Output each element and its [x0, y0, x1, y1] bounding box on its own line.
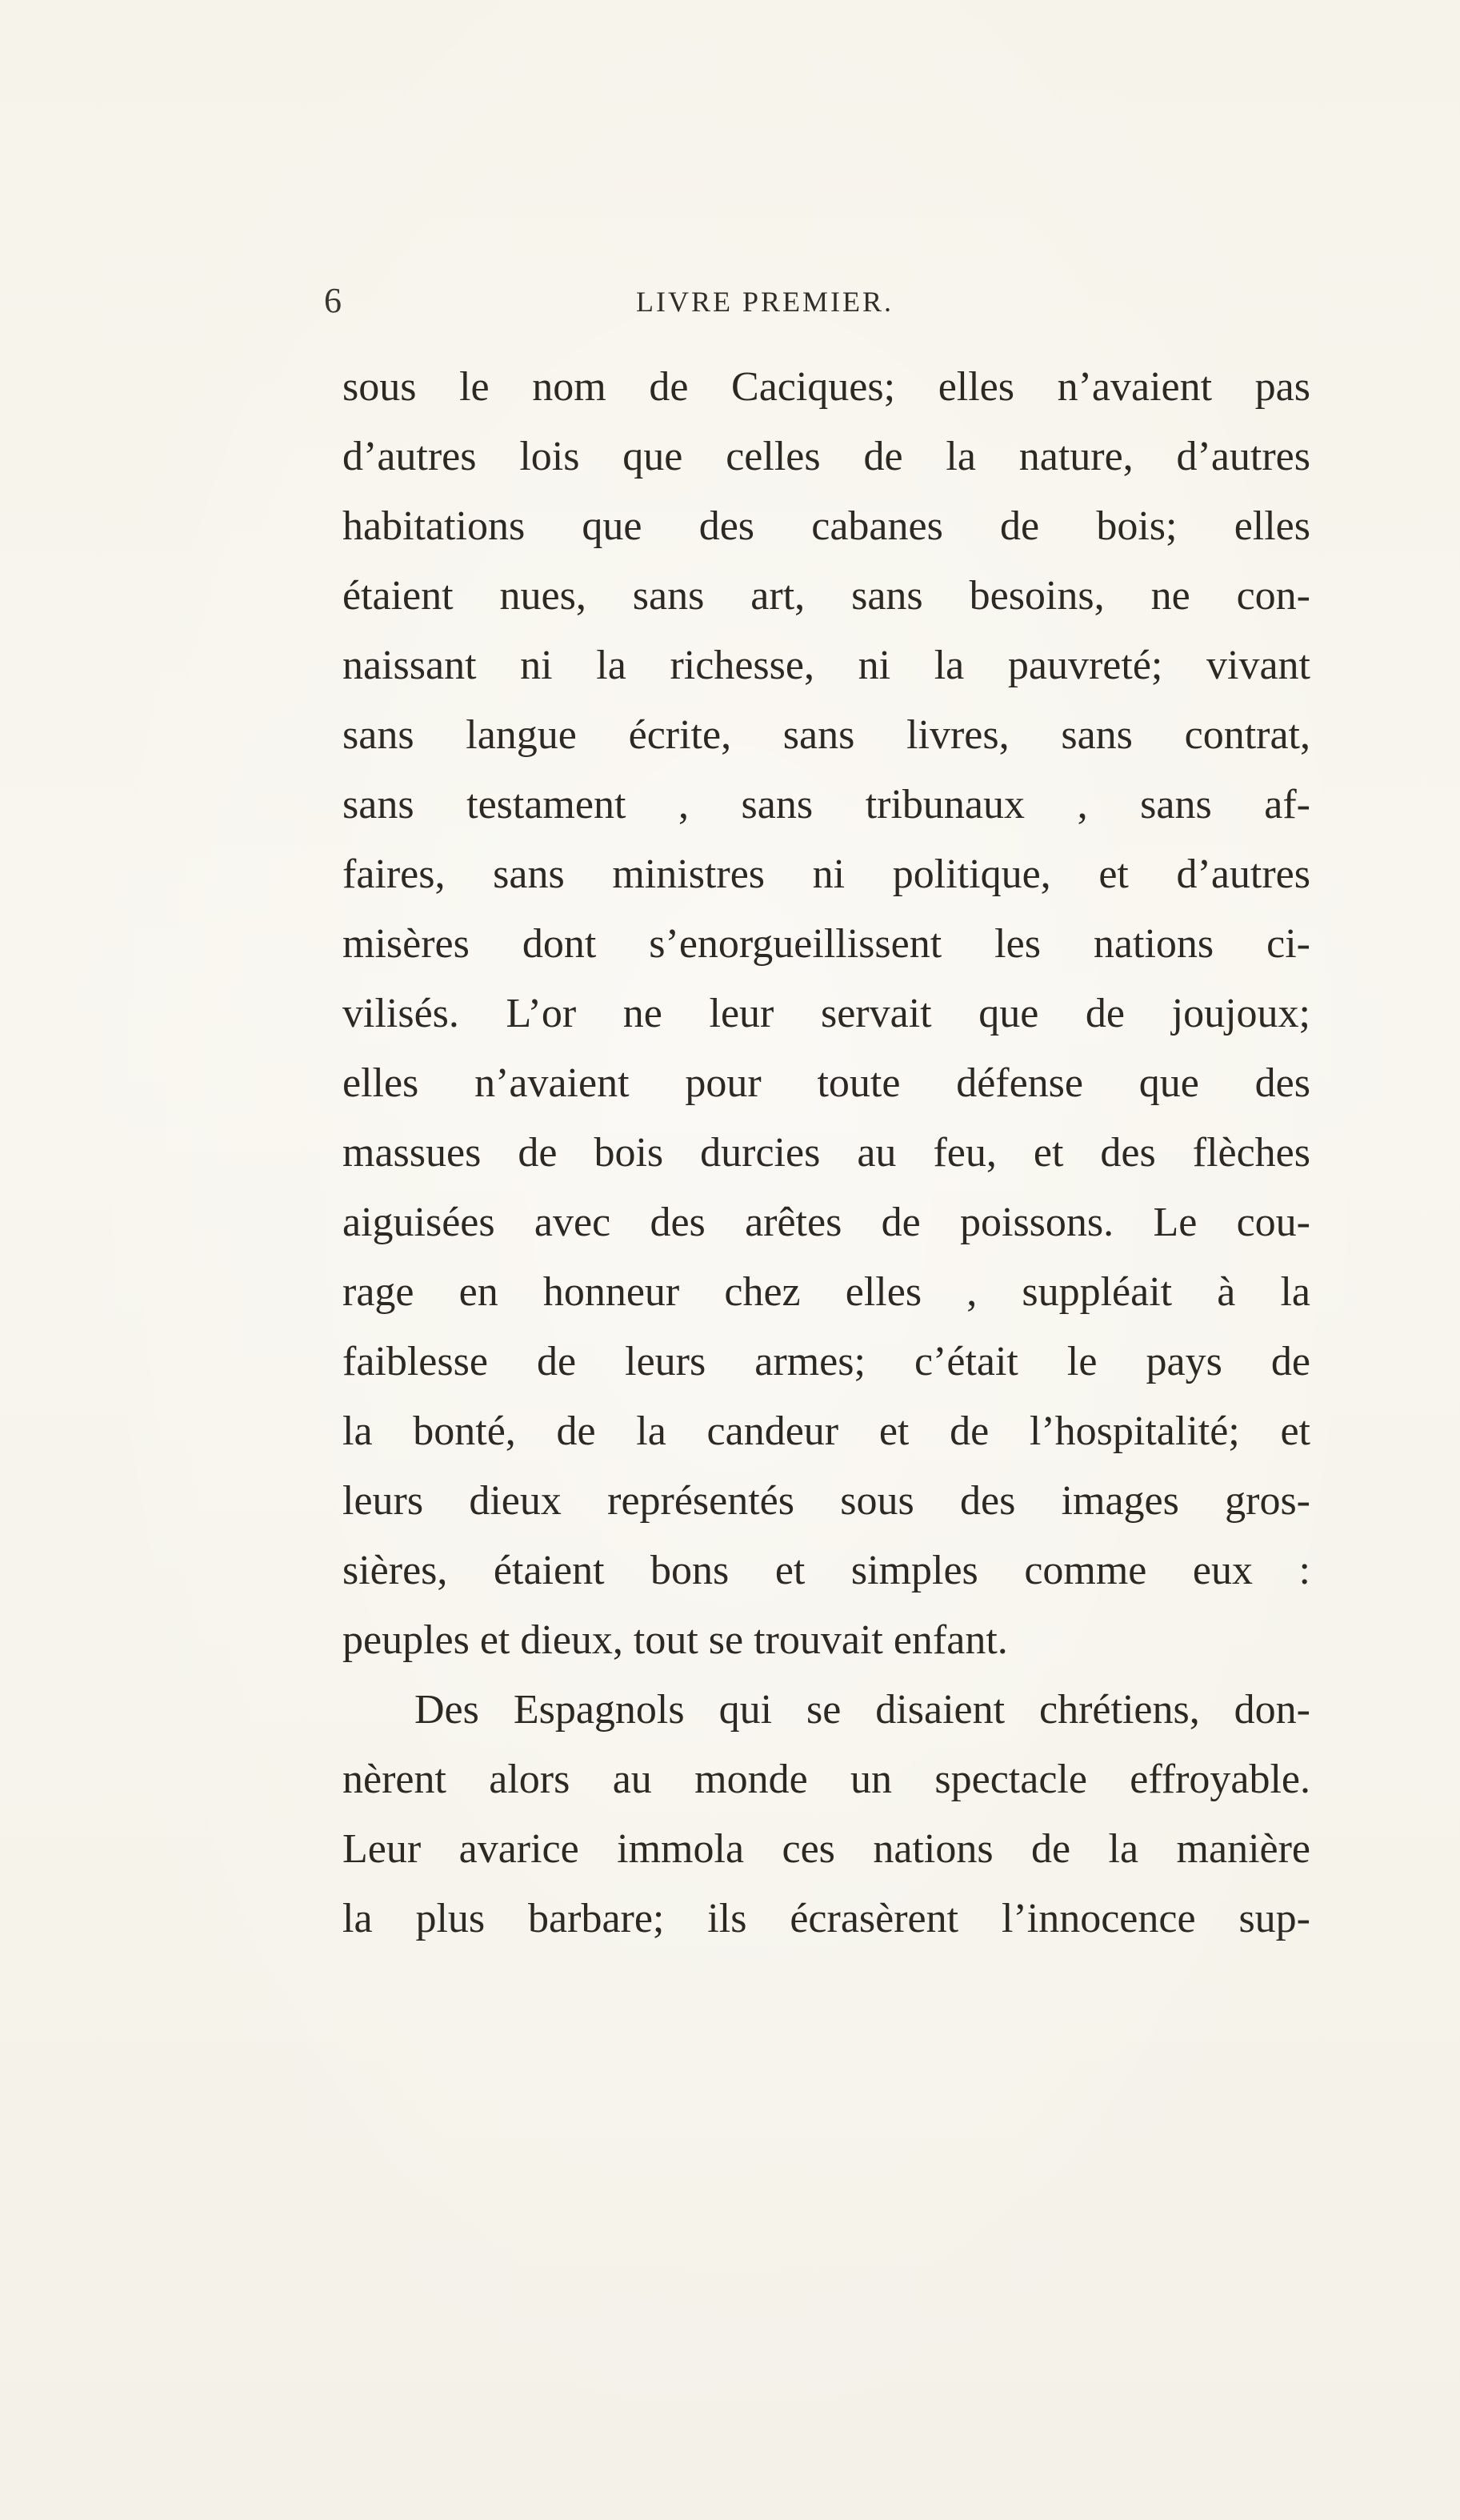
text-line: sous le nom de Caciques; elles n’avaient pas	[342, 364, 1310, 410]
text-line: misères dont s’enorgueillissent les nations ci-	[342, 921, 1310, 967]
text-line: rage en honneur chez elles , suppléait à la	[342, 1269, 1310, 1315]
text-line: Des Espagnols qui se disaient chrétiens, don-	[414, 1687, 1310, 1733]
text-line: d’autres lois que celles de la nature, d’autres	[342, 434, 1310, 479]
text-line: elles n’avaient pour toute défense que des	[342, 1060, 1310, 1106]
body-text	[342, 352, 1310, 1953]
text-line: habitations que des cabanes de bois; elles	[342, 503, 1310, 549]
text-line: nèrent alors au monde un spectacle effroyable.	[342, 1757, 1310, 1802]
text-line: faiblesse de leurs armes; c’était le pays de	[342, 1339, 1310, 1384]
text-line: étaient nues, sans art, sans besoins, ne con-	[342, 573, 1310, 619]
text-line: Leur avarice immola ces nations de la manière	[342, 1826, 1310, 1872]
text-line: la plus barbare; ils écrasèrent l’innocence sup-	[342, 1896, 1310, 1941]
text-line: vilisés. L’or ne leur servait que de joujoux;	[342, 991, 1310, 1036]
text-line: la bonté, de la candeur et de l’hospitalité; et	[342, 1408, 1310, 1454]
text-line: aiguisées avec des arêtes de poissons. Le cou-	[342, 1200, 1310, 1245]
page-number: 6	[324, 281, 342, 320]
text-line: leurs dieux représentés sous des images gros-	[342, 1478, 1310, 1524]
text-line: peuples et dieux, tout se trouvait enfant.	[342, 1617, 1008, 1663]
text-line: sans langue écrite, sans livres, sans contrat,	[342, 712, 1310, 758]
page-header	[324, 280, 1300, 328]
text-line: sières, étaient bons et simples comme eux :	[342, 1548, 1310, 1593]
running-head: LIVRE PREMIER.	[636, 286, 894, 318]
text-line: naissant ni la richesse, ni la pauvreté; vivant	[342, 643, 1310, 688]
text-line: sans testament , sans tribunaux , sans af-	[342, 782, 1310, 827]
text-line: faires, sans ministres ni politique, et d’autres	[342, 851, 1310, 897]
text-line: massues de bois durcies au feu, et des flèches	[342, 1130, 1310, 1176]
